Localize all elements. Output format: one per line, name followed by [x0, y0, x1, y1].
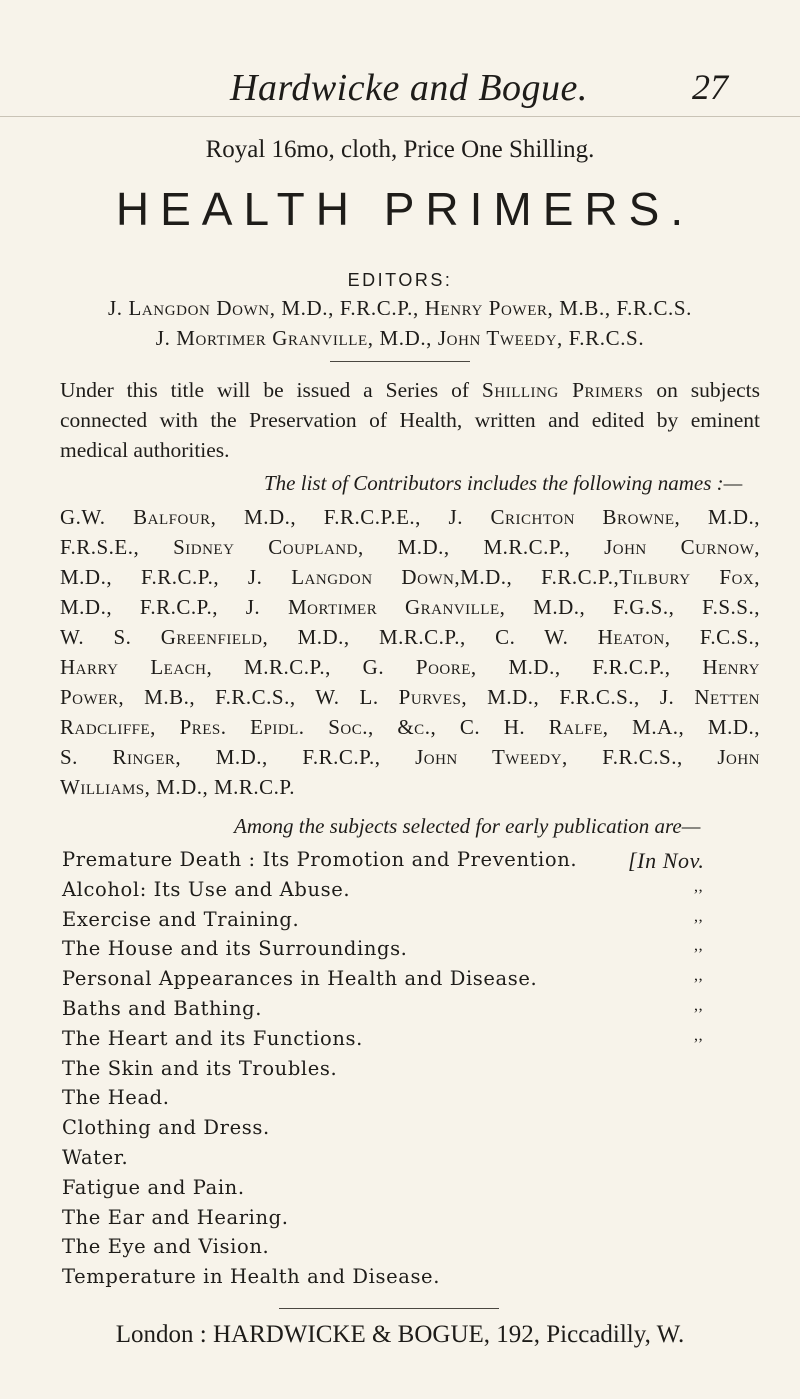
subject-item	[62, 1146, 762, 1176]
intro-text: Under this title will be issued a Series of	[60, 378, 482, 402]
subject-item	[62, 878, 762, 908]
subject-title: The Eye and Vision.	[62, 1235, 270, 1259]
subject-title: Temperature in Health and Disease.	[62, 1265, 440, 1289]
editor-line: J. Mortimer Granville, M.D., John Tweedy, F.R.C.S.	[155, 326, 645, 350]
subject-status: ,,	[694, 1026, 704, 1044]
contributor-line: Radcliffe, Pres. Epidl. Soc., &c., C. H. Ralfe, M.A., M.D.,	[60, 715, 760, 739]
subject-item	[62, 1116, 762, 1146]
subject-item	[62, 1265, 762, 1295]
subject-status: [In Nov.	[628, 848, 705, 873]
contributor-line: M.D., F.R.C.P., J. Langdon Down,M.D., F.R.C.P.,Tilbury Fox,	[60, 565, 760, 589]
subjects-heading: Among the subjects selected for early publication are—	[234, 814, 701, 838]
contributor-line: Power, M.B., F.R.C.S., W. L. Purves, M.D., F.R.C.S., J. Netten	[60, 685, 760, 709]
subject-title: The Heart and its Functions.	[62, 1026, 363, 1050]
running-head	[0, 66, 800, 116]
subject-title: Personal Appearances in Health and Disease.	[62, 967, 538, 991]
page-number: 27	[692, 67, 728, 107]
intro-highlight: Shilling Primers	[481, 378, 644, 402]
subject-title: Fatigue and Pain.	[62, 1175, 245, 1199]
contributor-line: M.D., F.R.C.P., J. Mortimer Granville, M.D., F.G.S., F.S.S.,	[60, 595, 760, 619]
subject-item	[62, 1176, 762, 1206]
subject-item	[62, 1057, 762, 1087]
running-title: Hardwicke and Bogue.	[230, 67, 588, 109]
main-title: HEALTH PRIMERS.	[115, 183, 695, 235]
contributors-heading: The list of Contributors includes the following names :—	[264, 471, 743, 495]
subject-list	[62, 848, 762, 1295]
subject-item	[62, 1206, 762, 1236]
contributor-line: Harry Leach, M.R.C.P., G. Poore, M.D., F.R.C.P., Henry	[60, 655, 760, 679]
subject-status: ,,	[694, 937, 704, 955]
subject-title: The Ear and Hearing.	[62, 1205, 289, 1229]
section-rule	[330, 361, 470, 362]
subject-item	[62, 967, 762, 997]
subject-title: Water.	[62, 1145, 129, 1169]
contributor-line: G.W. Balfour, M.D., F.R.C.P.E., J. Crichton Browne, M.D.,	[60, 505, 760, 529]
contributor-line: W. S. Greenfield, M.D., M.R.C.P., C. W. Heaton, F.C.S.,	[60, 625, 760, 649]
subject-status: ,,	[694, 996, 704, 1014]
subject-title: Alcohol: Its Use and Abuse.	[62, 877, 351, 901]
editor-line: J. Langdon Down, M.D., F.R.C.P., Henry Power, M.B., F.R.C.S.	[107, 296, 693, 320]
subject-title: The Head.	[62, 1086, 170, 1110]
subject-title: Exercise and Training.	[62, 907, 300, 931]
price-line: Royal 16mo, cloth, Price One Shilling.	[205, 136, 595, 163]
subject-status: ,,	[694, 907, 704, 925]
subject-title: Premature Death : Its Promotion and Prevention.	[62, 848, 578, 871]
subject-item	[62, 997, 762, 1027]
intro-text: on subjects connected with the Preservation of Health, written and edited by eminent medical authorities.	[60, 378, 760, 462]
subject-status: ,,	[694, 877, 704, 895]
intro-paragraph	[60, 375, 760, 465]
subject-title: Baths and Bathing.	[62, 996, 263, 1020]
subject-status: ,,	[694, 967, 704, 985]
subject-item	[62, 1027, 762, 1057]
publisher-imprint: London : HARDWICKE & BOGUE, 192, Piccadilly, W.	[115, 1321, 685, 1348]
contributor-line: F.R.S.E., Sidney Coupland, M.D., M.R.C.P., John Curnow,	[60, 535, 760, 559]
contributor-line: S. Ringer, M.D., F.R.C.P., John Tweedy, F.R.C.S., John	[60, 745, 760, 769]
subject-item	[62, 908, 762, 938]
subject-title: The Skin and its Troubles.	[62, 1056, 338, 1080]
subject-item	[62, 1235, 762, 1265]
contributor-line: Williams, M.D., M.R.C.P.	[60, 775, 296, 799]
subject-title: The House and its Surroundings.	[62, 937, 408, 961]
subject-item	[62, 937, 762, 967]
subject-item	[62, 1086, 762, 1116]
footer-rule	[279, 1308, 499, 1309]
subject-title: Clothing and Dress.	[62, 1116, 270, 1140]
editors-label: EDITORS:	[347, 270, 453, 290]
head-rule	[0, 116, 800, 117]
subject-item	[62, 848, 762, 878]
